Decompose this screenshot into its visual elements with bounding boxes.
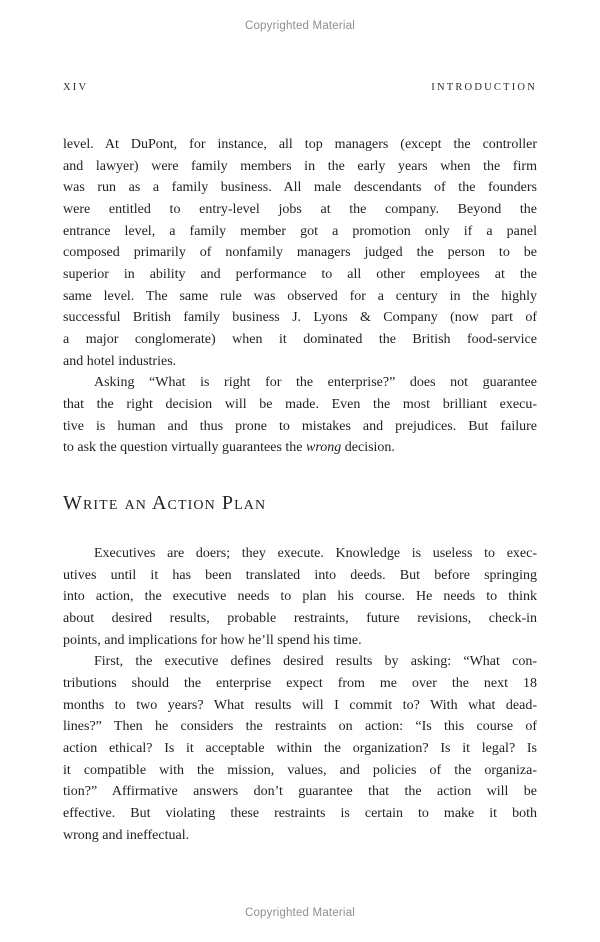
text-line: into action, the executive needs to plan his course. He needs to think bbox=[63, 589, 537, 605]
page-header bbox=[63, 82, 537, 93]
text-line: tive is human and thus prone to mistakes and prejudices. But failure bbox=[63, 418, 537, 434]
copyright-notice-top: Copyrighted Material bbox=[244, 20, 356, 32]
text-line: superior in ability and performance to all other employees at the bbox=[63, 267, 537, 283]
text-line: were entitled to entry-level jobs at the company. Beyond the bbox=[63, 202, 537, 218]
emphasized-word: wrong bbox=[306, 440, 342, 456]
text-line: tion?” Affirmative answers don’t guarantee that the action will be bbox=[63, 784, 537, 800]
paragraph bbox=[63, 651, 537, 846]
text-line: level. At DuPont, for instance, all top managers (except the controller bbox=[63, 137, 537, 152]
text-line: tributions should the enterprise expect from me over the next 18 bbox=[63, 676, 537, 692]
text-line: a major conglomerate) when it dominated the British food-service bbox=[63, 332, 537, 348]
text-line: composed primarily of nonfamily managers judged the person to be bbox=[63, 245, 537, 261]
text-line: months to two years? What results will I commit to? With what dead- bbox=[63, 697, 537, 713]
copyright-notice-bottom: Copyrighted Material bbox=[244, 907, 356, 919]
text-line: wrong and ineffectual. bbox=[63, 827, 190, 843]
text-line: First, the executive defines desired results by asking: “What con- bbox=[94, 654, 537, 670]
text-line: action ethical? Is it acceptable within the organization? Is it legal? Is bbox=[63, 741, 537, 757]
text-line: Executives are doers; they execute. Knowledge is useless to exec- bbox=[94, 546, 537, 562]
text-line: successful British family business J. Lyons & Company (now part of bbox=[63, 310, 537, 326]
running-title: INTRODUCTION bbox=[431, 82, 537, 93]
text-line: points, and implications for how he’ll spend his time. bbox=[63, 632, 362, 648]
page-number: XIV bbox=[63, 82, 89, 93]
text-line: and lawyer) were family members in the early years when the firm bbox=[63, 158, 537, 174]
text-line: entrance level, a family member got a promotion only if a panel bbox=[63, 223, 537, 239]
paragraph bbox=[63, 543, 537, 651]
text-line: was run as a family business. All male descendants of the founders bbox=[63, 180, 537, 196]
text-line: and hotel industries. bbox=[63, 353, 177, 369]
page-body bbox=[63, 134, 537, 846]
text-line: effective. But violating these restraints is certain to make it both bbox=[63, 806, 537, 822]
text-line: same level. The same rule was observed for a century in the highly bbox=[63, 288, 537, 304]
paragraph bbox=[63, 372, 537, 459]
text-line: that the right decision will be made. Even the most brilliant execu- bbox=[63, 397, 537, 413]
text-line: to ask the question virtually guarantees the wrong decision. bbox=[63, 440, 395, 456]
text-line: lines?” Then he considers the restraints on action: “Is this course of bbox=[63, 719, 537, 735]
text-line: about desired results, probable restraints, future revisions, check-in bbox=[63, 611, 537, 627]
text-line: it compatible with the mission, values, and policies of the organiza- bbox=[63, 762, 537, 778]
section-heading: Write an Action Plan bbox=[63, 492, 267, 515]
paragraph bbox=[63, 134, 537, 372]
text-line: Asking “What is right for the enterprise?” does not guarantee bbox=[94, 375, 537, 391]
text-line: utives until it has been translated into deeds. But before springing bbox=[63, 567, 537, 583]
